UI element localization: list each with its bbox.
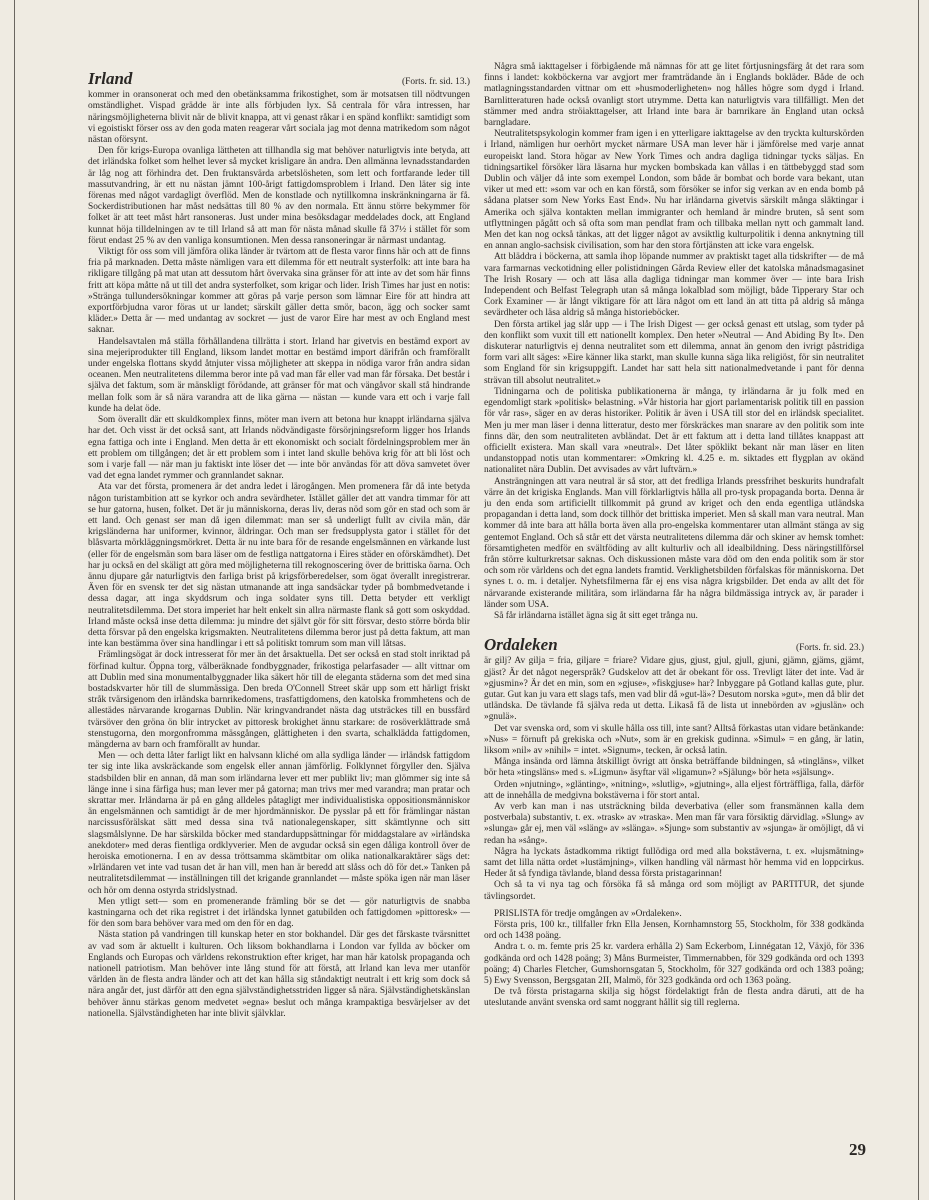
ordaleken-paragraph: är gilj? Av gilja = fria, giljare = friare? Vidare gjus, gjust, gjul, gjull, gjuni, gjämn, gjäms, gjämt, gjäst? Är det något negerspråk? Gudskelov att det är obekant för oss. Trevligt läter det inte. Vad är »gjusmin»? Är det en min, som en »gjuse», »fiskgjuse» har? Inbyggare på Gotland kallas gute, plur. gutar. Gut kan ju vara ett slags tafs, men vad blir då »gut-lä»? Desutom norska »gut», men då blir det utländska. De tävlande få själva reda ut detta. Likaså få de lista ut innebörden av »gjuslän» och »gnulä».	[484, 656, 864, 723]
prize-list	[484, 909, 864, 1010]
article-paragraph: Men — och detta låter farligt likt en halvsann kliché om alla sydliga länder — irländsk fattigdom ter sig inte lika avskräckande som engelsk eller annan jämförlig. Folklynnet förgyller den. Själva stadsbilden blir en annan, då man som irländarna lever ett mer publikt liv; man glömmer sig inte så länge inne i sina färfiga hus; man lever mer på gatorna; man trivs mer med varandra; man pratar och skrattar mer. Irländarna är på en gång alldeles påtagligt mer individualistiska oppositionsmänniskor än engelsmännen och samtidigt är de mer hjordmänniskor. De pysslar på ett för främlingar nästan narcissusförälskat sätt med dessa sina två nationalegenskaper, sitt skämtlynne och sitt slagsmålslynne. De har särskilda böcker med standarduppsättningar för middagstalare av »irländska anekdoter» med deras fientliga ordklyverier. Men de avgudar också sin egen dåliga kontroll över de heroiska emotionerna. I en av dessa tröttsamma skämtbitar om olika nationalkaraktärer sägs det: »Irländaren vet inte vad tusan det är han vill, men han är beredd att slåss och dö för det.» Tanken på neutralitetsdilemmat — inställningen till det krigande grannlandet — måste spöka igen när man läser och hör om denna ostyrda stridslystnad.	[88, 751, 470, 896]
ordaleken-continuation: (Forts. fr. sid. 23.)	[796, 643, 864, 654]
article-paragraph: Men ytligt sett— som en promenerande främling bör se det — gör naturligtvis de snabba kastningarna och det rika registret i det irländska lynnet gatubilden och fattigdomen »pittoresk» — för den som bara behöver vara med om den för en dag.	[88, 896, 470, 930]
irland-continuation: (Forts. fr. sid. 13.)	[402, 77, 470, 87]
ordaleken-paragraph: Många insända ord lämna åtskilligt övrigt att önska beträffande bildningen, så »tingläns», vilket bör heta »tingsläns» med s. »Ligmun» äsyftar väl »ligamun»? »Själung» bör heta »själsung».	[484, 757, 864, 779]
ordaleken-paragraph: Av verb kan man i nas utsträckning bilda deverbativa (eller som fransmännen kalla dem postverbala) substantiv, t. ex. »trask» av »traska». Men man får vara försiktig därvidlag. »Slung» av »slunga» går ej, men väl »släng» av »slänga». »Sjung» som substantiv av »sjunga» är omöjligt, då vi redan ha »sång».	[484, 802, 864, 846]
ordaleken-paragraph: Det var svenska ord, som vi skulle hålla oss till, inte sant? Alltså förkastas utan vidare betänkande: »Nus» = förnuft på grekiska och »Nut», som är en grekisk gudinna. »Simul» = en gång, är latin, liksom »nil» av »nihil» = intet. »Signum», tecken, är också latin.	[484, 723, 864, 756]
ordaleken-title: Ordaleken	[484, 635, 558, 655]
article-paragraph: Som överallt där ett skuldkomplex finns, möter man ivern att betona hur knappt irländarna själva har det. Och visst är det också sant, att Irlands nödvändigaste försörjningsreform ligger hos Irlands egna fattiga och inte i England. Men detta är ett ekonomiskt och socialt fördelningsproblem mer än ett problem om tillgången; det är ett problem som i intet land skulle behöva krig för att bli löst och som i varje fall — när man ju faktiskt inte löser det — inte bör användas för att döva samvetet över vad det egna landet rymmer och grannlandet saknar.	[88, 415, 470, 482]
page-edge-right	[918, 0, 919, 1200]
article-paragraph: Nästa station på vandringen till kunskap heter en stor bokhandel. Där ges det fårskaste tvärsnittet av vad som är aktuellt i kulturen. Och liksom bokhandlarna i London var fyllda av böcker om Englands och Europas och världens rekonstruktion efter kriget, har man här katolsk propaganda och nationell patriotism. Man behöver inte lång stund för att förstå, att Irland kan leva mer utanför världen än de flesta andra länder och att det kan hålla sig ståndaktigt neutralt i ett krig som dock så nära angår det, just därför att den egna självständighetsstriden ligger så nära. Självständighetskänslan behöver ännu stärkas genom medvetet »egna» beslut och många krampaktiga besvärjelser av det nationella. Självständigheten har inte blivit självklar.	[88, 930, 470, 1019]
article-paragraph: Neutralitetspsykologin kommer fram igen i en ytterligare iakttagelse av den tryckta kulturskörden i Irland, nämligen hur oerhört mycket närmare USA man lever här i jämförelse med varje annat europeiskt land. Stora högar av New York Times och andra dagliga tidningar tycks säljas. En tidningsartikel försöker lära läsarna hur mycken bombskada kan vållas i en tättbebyggd stad som Dublin och väljer då inte som exempel London, som både är bombat och borde vara bekant, utan viker ut med ett: »som var och en kan förstå, som försöker se infor sig verkan av en enda bomb på sådana platser som New Yorks East End». Nu har irländarna givetvis särskilt många släktingar i Amerika och själva kontakten mellan immigranter och hemland är mindre bruten, så sent som utflyttningen pågått och så ofta som man pendlat fram och tillbaka mellan nytt och gammalt land. Men det kan nog också tänkas, att det ligger något av avsiktlig kulturpolitik i denna anknytning till en annan anglo-sachsisk civilisation, som har den stora förtjänsten att icke vara engelsk.	[484, 129, 864, 252]
article-paragraph: kommer in oransonerat och med den obetänksamma frikostighet, som är motsatsen till nödtvungen omständlighet. Vispad grädde är inte alls förbjuden lyx. Så centrala för våra intressen, har näringsmöjligheterna blivit när de blivit knappa, att vi genast råkar i en spänd konflikt: samtidigt som vi egoistiskt förser oss av den goda maten reagerar vårt sociala jag mot denna matrikedom som något nästan oförsynt.	[88, 90, 470, 146]
prize-heading: PRISLISTA för tredje omgången av »Ordaleken».	[494, 908, 682, 919]
article-paragraph: Att bläddra i böckerna, att samla ihop löpande nummer av praktiskt taget alla tidskrifter — de må vara farmarnas veckotidning eller polistidningen Gårda Review eller det katolska månadsmagasinet The Irish Rosary — och att läsa alla dagliga tidningar man kommer över — inte bara Irish Independent och Belfast Telegraph utan så många lokalblad som möjligt, både Tipperary Star och Cork Examiner — är långt viktigare för att lära något om ett land än att titta på aldrig så många sevärdheter och läsa aldrig så många historieböcker.	[484, 252, 864, 319]
article-paragraph: Den för krigs-Europa ovanliga lättheten att tillhandla sig mat behöver naturligtvis inte betyda, att det irländska folket som helhet lever så mycket krisligare än andra. Den allmänna levnadsstandarden är låg nog att förhindra det. Den fruktansvärda arbetslösheten, som lett och fortfarande leder till massutvandring, är ett nu nästan jämnt 100-årigt fattigdomsproblem i Irland. Den läter sig inte förenas med något vardagligt överflöd. Men de konstlade och nytillkomna inskränkningarna är få. Sockerdistributionen har måst nedsättas till 80 % av den normala. Ett ännu större bekymmer för folket är att teet måst hårt ransoneras. Just under mina besöksdagar meddelades dock, att England kunnat höja tilldelningen av te till Irland så att man för nästa månad skulle få 37½ i stället för som förut endast 25 % av den vanliga konsumtionen. Men dessa ransoneringar är närmast undantag.	[88, 146, 470, 246]
article-paragraph: Ansträngningen att vara neutral är så stor, att det fredliga Irlands pressfrihet beskurits hundrafalt värre än det krigiska Englands. Man vill förklarligtvis hålla all pro-tysk propaganda borta. Denna är ju den enda som artificiellt tillkommit på grund av kriget och den enda egentliga utländska propagandan i detta land, som dock tillhör det brittiska imperiet. Men så skall man vara neutral. Man kommer då inte bara att hålla borta även alla pro-engelska kommentarer utan allmänt stänga av sig gentemot England. Och så står ett det värsta neutralitetens dilemma där och skiner av hemsk tomhet: församtigheten medför en svältföding av allt kulturliv och all idealbildning. Dess näringstillförsel från större kulturkretsar saknas. Och diskussionen måste vara död om den enda politik som är stor och som rör världens och det egna landets framtid. Verklighetsbilden förfalskas för människorna. Det synes t. o. m. i detaljer. Nyhetsfilmerna får ej ens visa några krigsbilder. Det enda av allt det för närvarande existerande militära, som irländarna får ha några bildmässiga intryck av, är parader i länder som USA.	[484, 476, 864, 610]
article-paragraph: Främlingsögat är dock intresserat för mer än det årsaktuella. Det ser också en stad stolt inriktad på förfinad kultur. Öppna torg, välberäknade fondbyggnader, frikostiga pelarfasader — allt vittnar om att Dublin med sina monumentalbyggnader lika säkert hör till de eleganta städerna som det med sina bostadskvarter hör till de slummässiga. Den breda O'Connell Street skär upp som ett härligt friskt stråk tvärsigenom den irländska barnrikedomens, trasfattigdomens, den katolska frommhetens och de allestädes närvarande krogarnas Dublin. När kringvandrandet nästa dag utsträckes till en bussfärd tvärsöver den gröna ön blir intrycket av pittoresk brokighet ännu starkare: de rosöverklättrade små stenstugorna, den morgonfromma mässgången, glättigheten i den svarta, schalklädda fattigdomen, mängderna av barn och framförallt av hundar.	[88, 650, 470, 750]
ordaleken-paragraph: Några ha lyckats åstadkomma riktigt fullödiga ord med alla bokstäverna, t. ex. »lujsmätning» samt det lilla nätta ordet »lustämjning», vilken handling väl närmast hör hemma vid en loppcirkus. Heder åt så fyndiga tävlande, bland dessa första pristagarinnan!	[484, 846, 864, 880]
ordaleken-heading	[484, 636, 864, 654]
ordaleken-paragraph: Orden »njutning», »glänting», »nitning», »slutlig», »gjutning», alla eljest förträffliga, falla, därför att de innehålla de medgivna bokstäverna i för stort antal.	[484, 779, 864, 801]
section-gap	[484, 622, 864, 628]
page-number: 29	[849, 1140, 866, 1159]
article-paragraph: Viktigt för oss som vill jämföra olika länder är tvärtom att de flesta varor finns här och att de finns fria på marknaden. Detta måste nämligen vara ett dilemma för ett neutralt systerfolk: att inte bara ha rikligare tillgång på mat utan att dessutom hårt övervaka sina gränser för att inte av det som här finns fritt att köpa måtte nå ut till det andra systerfolket, som krigar och lider. Irish Times har just en notis: »Stränga tullundersökningar kommer att göras på varje person som lämnar Eire för att hindra att exportförbjudna varor föras ut ur landet; särskilt gäller detta smör, bacon, ägg och socker samt kläder.» Detta är — med undantag av sockret — just de varor Eire har mest av och England mest saknar.	[88, 247, 470, 336]
article-paragraph: Några små iakttagelser i förbigående må nämnas för att ge litet förtjusningsfärg åt det rara som finns i landet: kokböckerna var avgjort mer framträdande än i Englands bokläder. Både de och matlagningsstandarden vittnar om ett »husmoderligheten» nog hålles högre som dygd i Irland. Barnlitteraturen hade också ovanligt stort utrymme. Detta kan naturligtvis vara tillfälligt. Men det stämmer med andra ströiakttagelser, att Irland inte bara är barnrikare än England utan också barngladare.	[484, 62, 864, 129]
prize-line: De två första pristagarna skilja sig högst fördelaktigt från de flesta andra däruti, att de ha uteslutande använt svenska ord samt noggrant hållit sig till reglerna.	[484, 987, 864, 1009]
right-column	[484, 62, 864, 1164]
article-paragraph: Den första artikel jag slår upp — i The Irish Digest — ger också genast ett utslag, som tyder på den konflikt som vuxit till ett nationellt komplex. Den heter »Neutral — And Abiding By It». Den diskuterar naturligtvis ej denna neutralitet som ett dilemma, annat än genom den ivrigt påstridiga form vari allt säges: »Eire känner lika starkt, man skulle kunna säga lika religiöst, för sin neutralitet som England för sin krigsuppgift. Landet har satt hela sitt nationalmedvetande i pant för denna strävan till absolut neutralitet.»	[484, 319, 864, 386]
article-paragraph: Så får irländarna istället ägna sig åt sitt eget trånga nu.	[494, 610, 698, 621]
article-paragraph: Ata var det första, promenera är det andra ledet i lärogången. Men promenera får då inte betyda någon turistambition att se kyrkor och andra sevärdheter. Istället gäller det att vandra timmar för att se hur gatorna, husen, folket. Det är ju människorna, deras liv, deras nöd som gör en stad och som är ett land. Och genast ser man då igen dilemmat: man ser så underligt fullt av civila män, där krigsländerna har uniformer, kvinnor, äldringar. Och man ser fredsupplysta gator i stället för det blåsvarta mörkläggningsmörkret. Detta är nu inte bara för de resande engelsmännen en värkande lust (eller för de engelsmän som bara läser om de festliga nattgatorna i Eires städer en oförskämdhet). Det har ju också en del skäligt att göra med möjligheterna till rekognoscering över de brittiska öarna. Och ännu djupare går naturligtvis den farliga brist på krigsförberedelser, som ögat överallt inregistrerar. Även för en svensk ter det sig nästan utmanande att inga sandsäckar tyder på bombmedvetande i dessa dagar, att inga skyddsrum och inga soldater syns till. Detta betyder ett verkligt neutralitetsdilemma. Det stora imperiet har helt enkelt sin allra närmaste flank så gott som oskyddad. Irland måste också inse detta dilemma: ju mindre det självt gör för sitt försvar, desto större börda blir detta försvar på den engelska krigsmakten. Neutralitetens dilemma beror just på detta faktum, att man inte kan bestämma över sina handlingar i ett så politiskt tomrum som man vill låtsas.	[88, 482, 470, 650]
article-paragraph: Tidningarna och de politiska publikationerna är många, ty irländarna är ju folk med en egendomligt stark »politisk» belastning. »Vår historia har gjort parlamentarisk politik till en passion för vår ras», säger en av deras historiker. Politik är även i USA till stor del en irländsk specialitet. Men ju mer man läser i denna litteratur, desto mer förskräckes man snarare av den politik som inte finns där, den som neutraliteten avbländat. Det är ett faktum att i detta land tillåtes knappast att officiellt existera. Man skall vara »neutral». Det låter spöklikt bekant när man läser en liten undanstoppad notis utan kommentarer: »Omkring kl. 4.25 e. m. siktades ett flygplan av okänd nationalitet nära Dublin. Det avvisades av vårt luftvärn.»	[484, 386, 864, 476]
article-paragraph: Handelsavtalen må ställa förhållandena tillrätta i stort. Irland har givetvis en bestämd export av sina mejeriprodukter till England, liksom landet mottar en bestämd import därifrån och framförallt under engelska flottans skydd åtnjuter vissa möjligheter att skeppa in nödiga varor från andra sidan oceanen. Men neutralitetens dilemma beror inte på vad man får eller vad man får försaka. Det består i själva det faktum, som är mänskligt förödande, att gränser för mat och vängåvor skall stå hindrande mellan folk som är så nära varandra att de lika gärna — nästan — kunde vara ett och i varje fall kunde ha delat öde.	[88, 336, 470, 414]
page-edge-left	[14, 0, 15, 1200]
irland-title: Irland	[88, 69, 133, 88]
prize-line: Andra t. o. m. femte pris 25 kr. vardera erhålla 2) Sam Eckerbom, Linnégatan 12, Växjö, för 336 godkända ord och 1428 poäng; 3) Måns Burmeister, Timmernabben, för 329 godkända ord och 1393 poäng; 4) Charles Fletcher, Gumshornsgatan 5, Stockholm, för 327 godkända ord och 1383 poäng; 5) Ewy Svensson, Bergsgatan 2II, Malmö, för 323 godkända ord och 1363 poäng.	[484, 942, 864, 987]
prize-line: Första pris, 100 kr., tillfaller frkn Ella Jensen, Kornhamnstorg 55, Stockholm, för 338 godkända ord och 1438 poäng.	[484, 920, 864, 942]
irland-heading	[88, 70, 470, 88]
ordaleken-paragraph: Och så ta vi nya tag och försöka få så många ord som möjligt av PARTITUR, det sjunde tävlingsordet.	[484, 880, 864, 902]
left-column	[88, 62, 470, 1164]
